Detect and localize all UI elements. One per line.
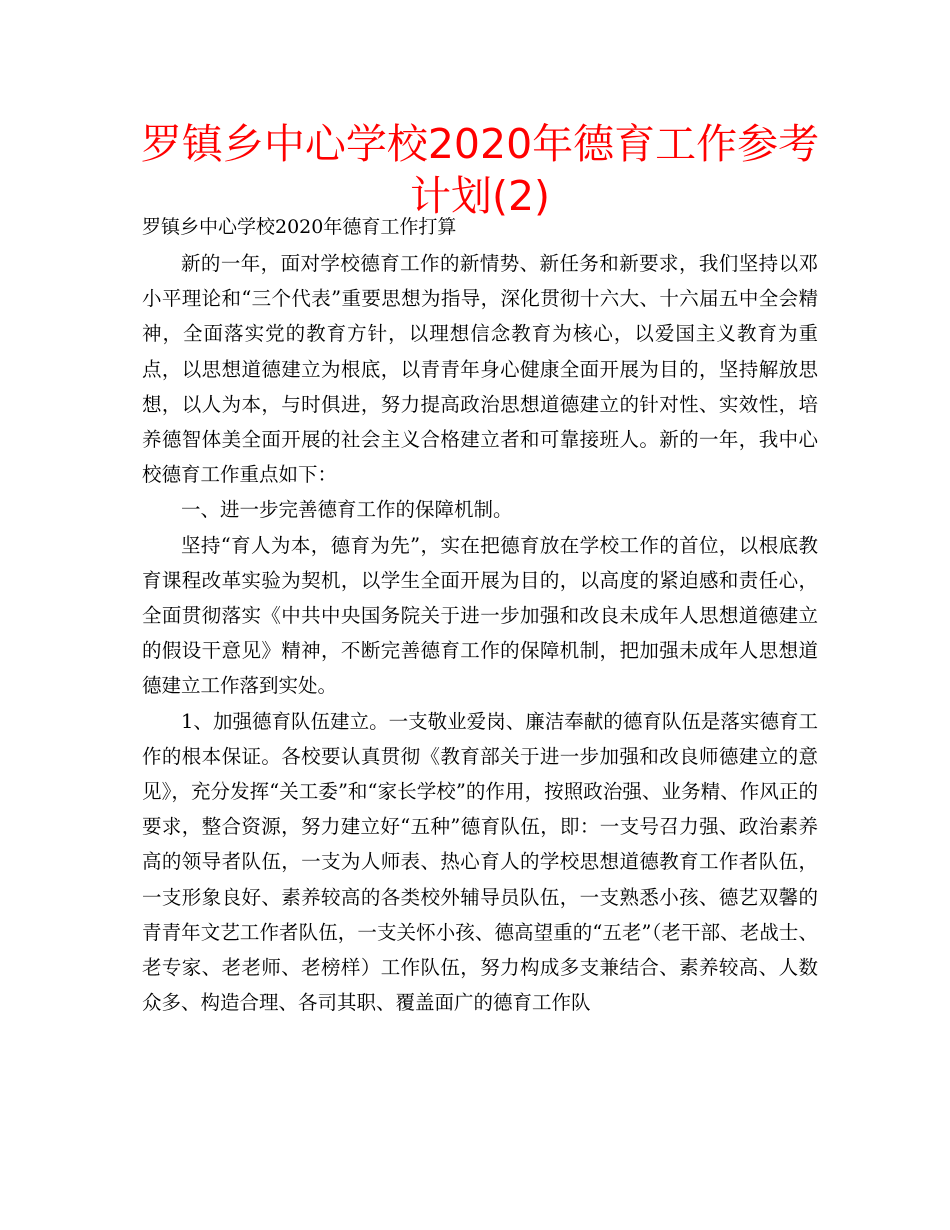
paragraph: 1、加强德育队伍建立。一支敬业爱岗、廉洁奉献的德育队伍是落实德育工作的根本保证。各校要认真贯彻《教育部关于进一步加强和改良师德建立的意见》，充分发挥“关工委”和“家长学校”的作用，按照政治强、业务精、作风正的要求，整合资源，努力建立好“五种”德育队伍，即：一支号召力强、政治素养高的领导者队伍，一支为人师表、热心育人的学校思想道德教育工作者队伍，一支形象良好、素养较高的各类校外辅导员队伍，一支熟悉小孩、德艺双馨的青青年文艺工作者队伍，一支关怀小孩、德高望重的“五老”（老干部、老战士、老专家、老老师、老榜样）工作队伍，努力构成多支兼结合、素养较高、人数众多、构造合理、各司其职、覆盖面广的德育工作队 — [142, 709, 818, 1015]
paragraph: 一、进一步完善德育工作的保障机制。 — [181, 498, 513, 522]
document-title: 罗镇乡中心学校2020年德育工作参考计划(2) — [140, 120, 820, 220]
document-subtitle: 罗镇乡中心学校2020年德育工作打算 — [142, 216, 457, 238]
paragraph: 新的一年，面对学校德育工作的新情势、新任务和新要求，我们坚持以邓小平理论和“三个代表”重要思想为指导，深化贯彻十六大、十六届五中全会精神，全面落实党的教育方针，以理想信念教育为核心，以爱国主义教育为重点，以思想道德建立为根底，以青青年身心健康全面开展为目的，坚持解放思想，以人为本，与时俱进，努力提高政治思想道德建立的针对性、实效性，培养德智体美全面开展的社会主义合格建立者和可靠接班人。新的一年，我中心校德育工作重点如下： — [142, 252, 818, 487]
paragraph: 坚持“育人为本，德育为先”，实在把德育放在学校工作的首位，以根底教育课程改革实验为契机，以学生全面开展为目的，以高度的紧迫感和责任心，全面贯彻落实《中共中央国务院关于进一步加强和改良未成年人思想道德建立的假设干意见》精神，不断完善德育工作的保障机制，把加强未成年人思想道德建立工作落到实处。 — [142, 533, 818, 698]
document-body — [142, 246, 818, 1020]
